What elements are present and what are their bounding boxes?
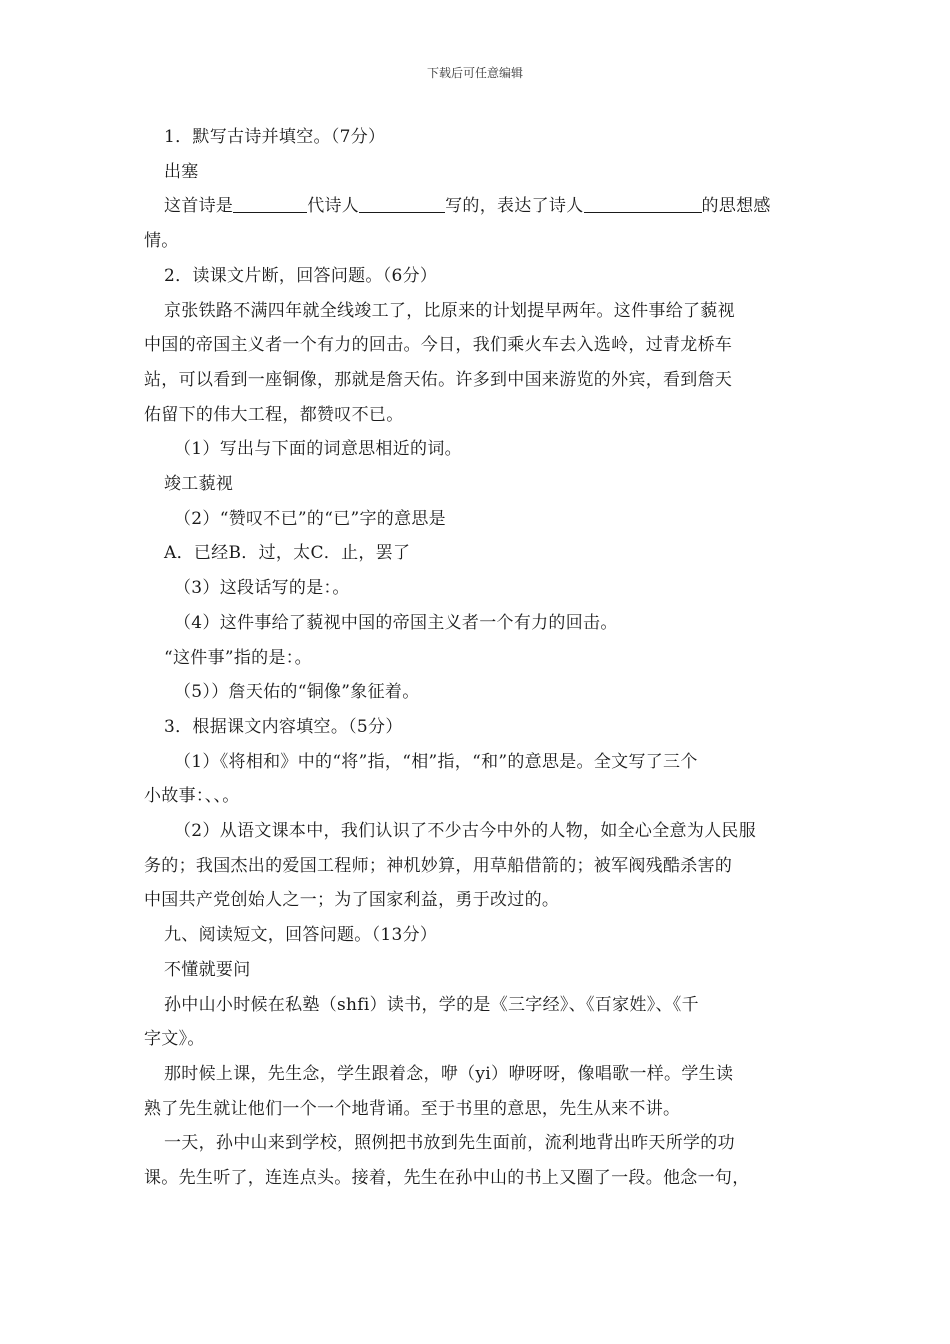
q2-para-line: 站，可以看到一座铜像，那就是詹天佑。许多到中国来游览的外宾，看到詹天 <box>144 369 733 390</box>
q3-sub-2-line: 中国共产党创始人之一；为了国家利益，勇于改过的。 <box>144 890 560 911</box>
q2-sub-4: （4）这件事给了藐视中国的帝国主义者一个有力的回击。 <box>174 612 618 633</box>
q3-sub-2-line: 务的；我国杰出的爱国工程师；神机妙算，用草船借箭的；被军阀残酷杀害的 <box>144 855 733 876</box>
document-body <box>144 120 816 1196</box>
page-header-note: 下载后可任意编辑 <box>426 66 523 80</box>
q1-fill-text-b: 代诗人 <box>307 196 360 217</box>
q2-para-line: 中国的帝国主义者一个有力的回击。今日，我们乘火车去入选岭，过青龙桥车 <box>144 335 733 356</box>
q2-sub-1: （1）写出与下面的词意思相近的词。 <box>174 439 462 460</box>
q1-fill-line-end: 情。 <box>144 231 179 252</box>
story-title: 不懂就要问 <box>164 959 251 980</box>
q3-sub-1-line: 小故事：、、。 <box>144 786 240 807</box>
q1-fill-line <box>144 189 816 224</box>
q2-sub-5: （5））詹天佑的“铜像”象征着。 <box>174 682 420 703</box>
story-para-line: 那时候上课，先生念，学生跟着念，咿（yi）咿呀呀，像唱歌一样。学生读 <box>164 1063 734 1084</box>
q1-fill-text-a: 这首诗是 <box>164 196 234 217</box>
q2-para-line: 佑留下的伟大工程，都赞叹不已。 <box>144 404 404 425</box>
q2-para-line: 京张铁路不满四年就全线竣工了，比原来的计划提早两年。这件事给了藐视 <box>164 300 735 321</box>
story-para-line: 一天，孙中山来到学校，照例把书放到先生面前，流利地背出昨天所学的功 <box>164 1133 735 1154</box>
q2-sub-4-detail: “这件事”指的是：。 <box>164 647 312 668</box>
q2-title: 2．读课文片断，回答问题。（6分） <box>164 265 438 286</box>
q1-fill-text-d: 的思想感 <box>701 196 771 217</box>
story-para-line: 孙中山小时候在私塾（shfi）读书，学的是《三字经》、《百家姓》、《千 <box>164 994 699 1015</box>
q3-title: 3．根据课文内容填空。（5分） <box>164 716 403 737</box>
q1-fill-text-c: 写的，表达了诗人 <box>445 196 584 217</box>
story-para-line: 课。先生听了，连连点头。接着，先生在孙中山的书上又圈了一段。他念一句， <box>144 1168 750 1189</box>
story-para-line: 字文》。 <box>144 1029 205 1050</box>
q9-title: 九、阅读短文，回答问题。（13分） <box>164 925 438 946</box>
q3-sub-2-line: （2）从语文课本中，我们认识了不少古今中外的人物，如全心全意为人民服 <box>174 821 757 842</box>
q3-sub-1-line: （1）《将相和》中的“将”指，“相”指，“和”的意思是。全文写了三个 <box>174 751 698 772</box>
q1-title: 1．默写古诗并填空。（7分） <box>164 127 386 147</box>
q2-sub-1-words: 竣工藐视 <box>164 474 234 495</box>
q2-sub-3: （3）这段话写的是：。 <box>174 578 350 599</box>
q1-poem-title: 出塞 <box>164 161 199 182</box>
q1-blank-feeling[interactable] <box>584 192 702 213</box>
q1-blank-poet[interactable] <box>359 192 445 213</box>
q2-sub-2-options: A．已经B．过，太C．止，罢了 <box>164 543 411 564</box>
q1-blank-dynasty[interactable] <box>233 192 307 213</box>
story-para-line: 熟了先生就让他们一个一个地背诵。至于书里的意思，先生从来不讲。 <box>144 1098 681 1119</box>
q2-sub-2: （2）“赞叹不已”的“已”字的意思是 <box>174 508 446 529</box>
